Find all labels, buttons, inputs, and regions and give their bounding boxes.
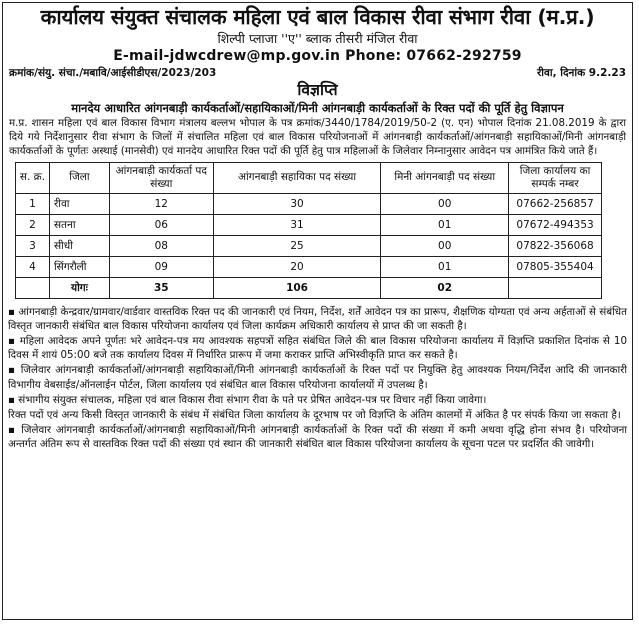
cell-mini: 01 xyxy=(381,214,509,235)
instruction-item: रिक्त पदों एवं अन्य किसी विस्तृत जानकारी के संबंध में संबंधित जिला कार्यालय के दूरभाष पर जो विज्ञप्ति के अंतिम कालमों में अंकित है पर संपर्क किया जा सकता है। xyxy=(8,409,621,422)
col-mini-posts: मिनी आंगनबाड़ी पद संख्या xyxy=(381,162,509,193)
cell-district: सीधी xyxy=(49,235,109,256)
vacancy-table xyxy=(15,162,602,299)
cell-serial: 2 xyxy=(16,214,50,235)
cell-empty xyxy=(16,277,50,298)
instruction-item: ▪ महिला आवेदक अपने पूर्णतः भरे आवेदन-पत्र मय आवश्यक सहपत्रों सहित संबंधित जिले की बाल विकास परियोजना कार्यालय में विज्ञप्ति प्रकाशित दिनांक से 10 दिवस में शायं 05:00 बजे तक कार्यालय दिवस में निर्धारित प्रारूप में जमा कराकर प्राप्ति अभिस्वीकृति प्राप्त कर सकते है। xyxy=(8,335,627,362)
cell-serial: 4 xyxy=(16,256,50,277)
cell-empty xyxy=(509,277,602,298)
instruction-item: ▪ संभागीय संयुक्त संचालक, महिला एवं बाल विकास रीवा संभाग रीवा के पते पर प्रेषित आवेदन-पत्र पर विचार नहीं किया जावेगा। xyxy=(8,393,487,406)
col-helper-posts: आंगनबाड़ी सहायिका पद संख्या xyxy=(213,162,381,193)
instruction-item: ▪ जिलेवार आंगनबाड़ी कार्यकर्ताओं/आंगनबाड़ी सहायिकाओं/मिनी आंगनबाड़ी कार्यकर्ताओं के रिक्त पदों पर नियुक्ति हेतु आवश्यक नियम/निर्देश आदि की जानकारी विभागीय वेबसाईड/ऑनलाईन पोर्टल, जिला कार्यालय एवं संबंधित बाल विकास परियोजना कार्यालयों में उपलब्ध है। xyxy=(8,364,627,391)
notice-subject: मानदेय आधारित आंगनबाड़ी कार्यकर्ताओं/सहायिकाओं/मिनी आंगनबाड़ी कार्यकर्ताओं के रिक्त पदों की पूर्ति हेतु विज्ञापन xyxy=(71,101,564,115)
table-total-row xyxy=(16,277,602,298)
cell-mini: 01 xyxy=(381,256,509,277)
instruction-item: ▪ आंगनबाड़ी केन्द्रवार/ग्रामवार/वार्डवार वास्तविक रिक्त पद की जानकारी एवं नियम, निर्देश, शर्तें आवेदन पत्र का प्रारूप, शैक्षणिक योग्यता एवं अन्य अर्हताओं से संबंधित विस्तृत जानकारी संबंधित बाल विकास परियोजना कार्यालय एवं जिला कार्यक्रम अधिकारी कार्यालय से प्राप्त की जा सकती है। xyxy=(8,305,627,332)
notice-page xyxy=(2,2,633,620)
col-worker-posts: आंगनबाड़ी कार्यकर्ता पद संख्या xyxy=(109,162,213,193)
cell-district: सिंगरौली xyxy=(49,256,109,277)
cell-serial: 1 xyxy=(16,193,50,214)
cell-total-helper: 106 xyxy=(213,277,381,298)
cell-mini: 00 xyxy=(381,235,509,256)
col-serial: स. क्र. xyxy=(16,162,50,193)
notice-heading: विज्ञप्ति xyxy=(297,81,338,99)
cell-total-worker: 35 xyxy=(109,277,213,298)
cell-phone: 07805-355404 xyxy=(509,256,602,277)
cell-district: रीवा xyxy=(49,193,109,214)
cell-total-label: योगः xyxy=(49,277,109,298)
cell-worker: 06 xyxy=(109,214,213,235)
reference-row xyxy=(3,66,632,80)
cell-helper: 25 xyxy=(213,235,381,256)
cell-helper: 20 xyxy=(213,256,381,277)
reference-number: क्रमांक/संयु. संचा./मबावि/आईसीडीएस/2023/203 xyxy=(9,67,217,79)
col-district: जिला xyxy=(49,162,109,193)
cell-district: सतना xyxy=(49,214,109,235)
cell-helper: 31 xyxy=(213,214,381,235)
instruction-item: ▪ जिलेवार आंगनबाड़ी कार्यकर्ताओं/आंगनबाड़ी सहायिकाओं/मिनी आंगनबाड़ी कार्यकर्ताओं के रिक्त पदों की संख्या में कमी अथवा वृद्धि होना संभव है। परियोजना अन्तर्गत अंतिम रूप से वास्तविक रिक्त पदों की संख्या एवं स्थान की जानकारी संबंधित बाल विकास परियोजना कार्यालय के सूचना पटल पर प्रदर्शित की जावेगी। xyxy=(8,424,627,451)
cell-helper: 30 xyxy=(213,193,381,214)
office-contact: E-mail-jdwcdrew@mp.gov.in Phone: 07662-292759 xyxy=(113,48,522,64)
cell-worker: 12 xyxy=(109,193,213,214)
notice-intro: म.प्र. शासन महिला एवं बाल विकास विभाग मंत्रालय बल्लभ भोपाल के पत्र क्रमांक/3440/1784/2019/50-2 (ए. एन) भोपाल दिनांक 21.08.2019 के द्वारा दिये गये निर्देशानुसार रीवा संभाग के जिलों में संचालित महिला एवं बाल विकास परियोजनाओं में आंगनबाड़ी कार्यकर्ताओं/आंगनबाड़ी सहायिकाओं/मिनी आंगनबाड़ी कार्यकर्ताओं के पूर्णतः अस्थाई (मानसेवी) एवं मानदेय आधारित रिक्त पदों की पूर्ति हेतु पात्र महिलाओं के जिलेवार निम्नानुसार आवेदन पत्र आमंत्रित किये जाते हैं। xyxy=(9,117,626,158)
cell-serial: 3 xyxy=(16,235,50,256)
table-header-row xyxy=(16,162,602,193)
cell-phone: 07672-494353 xyxy=(509,214,602,235)
instructions-list xyxy=(3,305,632,452)
table-row xyxy=(16,214,602,235)
table-row xyxy=(16,235,602,256)
table-row xyxy=(16,193,602,214)
office-address: शिल्पी प्लाजा ''ए'' ब्लाक तीसरी मंजिल रीवा xyxy=(217,31,418,46)
col-contact-number: जिला कार्यालय का सम्पर्क नम्बर xyxy=(509,162,602,193)
table-row xyxy=(16,256,602,277)
office-title: कार्यालय संयुक्त संचालक महिला एवं बाल विकास रीवा संभाग रीवा (म.प्र.) xyxy=(40,5,595,29)
cell-worker: 09 xyxy=(109,256,213,277)
issue-date: रीवा, दिनांक 9.2.23 xyxy=(537,67,626,79)
cell-total-mini: 02 xyxy=(381,277,509,298)
cell-phone: 07662-256857 xyxy=(509,193,602,214)
cell-mini: 00 xyxy=(381,193,509,214)
cell-worker: 08 xyxy=(109,235,213,256)
cell-phone: 07822-356068 xyxy=(509,235,602,256)
